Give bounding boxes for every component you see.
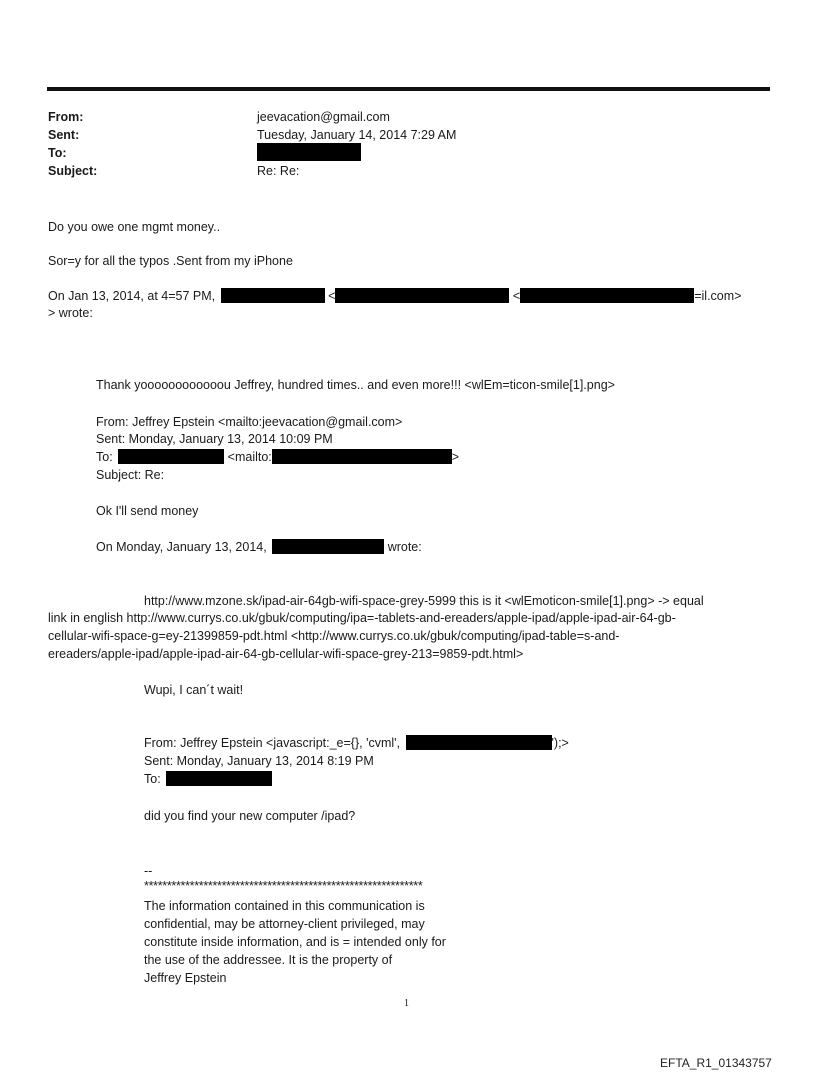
to-label: To: xyxy=(48,146,67,160)
reply2-to-label: To: xyxy=(144,772,161,786)
link-line-1: http://www.mzone.sk/ipad-air-64gb-wifi-space-grey-5999 this is it <wlEmoticon-smile[1].png> -> equal xyxy=(144,594,704,608)
reply1-on-monday xyxy=(96,539,422,555)
redaction xyxy=(166,771,272,786)
quote-intro-lt1: < xyxy=(328,289,336,303)
sig-line-1: The information contained in this communication is xyxy=(144,899,425,913)
reply1-to xyxy=(96,449,459,465)
reply1-to-label: To: xyxy=(96,450,113,464)
document-id: EFTA_R1_01343757 xyxy=(660,1056,772,1070)
reply2-question: did you find your new computer /ipad? xyxy=(144,809,356,823)
reply1-to-mailto: <mailto: xyxy=(227,450,272,464)
redaction xyxy=(335,288,509,303)
reply1-ok: Ok I'll send money xyxy=(96,504,199,518)
reply1-sent: Sent: Monday, January 13, 2014 10:09 PM xyxy=(96,432,333,446)
sig-line-2: confidential, may be attorney-client privileged, may xyxy=(144,917,425,931)
reply2-from-end: ');> xyxy=(551,736,569,750)
sig-line-5: Jeffrey Epstein xyxy=(144,971,227,985)
quote-intro xyxy=(48,288,741,304)
reply1-on-monday-text: On Monday, January 13, 2014, xyxy=(96,540,267,554)
reply1-wrote: wrote: xyxy=(387,540,422,554)
sig-line-3: constitute inside information, and is = intended only for xyxy=(144,935,446,949)
redaction xyxy=(406,735,552,750)
redaction xyxy=(272,539,384,554)
reply1-to-close: > xyxy=(451,450,460,464)
link-line-3: cellular-wifi-space-g=ey-21399859-pdt.html <http://www.currys.co.uk/gbuk/computing/ipad-table=s-and- xyxy=(48,629,620,643)
sent-value: Tuesday, January 14, 2014 7:29 AM xyxy=(257,128,457,142)
sent-label: Sent: xyxy=(48,128,80,142)
reply1-from: From: Jeffrey Epstein <mailto:jeevacation@gmail.com> xyxy=(96,415,403,429)
body-line-2: Sor=y for all the typos .Sent from my iPhone xyxy=(48,254,293,268)
body-line-1: Do you owe one mgmt money.. xyxy=(48,220,221,234)
redaction xyxy=(272,449,452,464)
quote-intro-date: On Jan 13, 2014, at 4=57 PM, xyxy=(48,289,216,303)
reply2-from-text: From: Jeffrey Epstein <javascript:_e={}, 'cvml', xyxy=(144,736,401,750)
link-line-2: link in english http://www.currys.co.uk/gbuk/computing/ipa=-tablets-and-ereaders/apple-ipad/apple-ipad-air-64-gb- xyxy=(48,611,676,625)
subject-label: Subject: xyxy=(48,164,98,178)
to-redaction xyxy=(257,143,361,162)
wupi-line: Wupi, I can´t wait! xyxy=(144,683,244,697)
reply2-sent: Sent: Monday, January 13, 2014 8:19 PM xyxy=(144,754,374,768)
link-line-4: ereaders/apple-ipad/apple-ipad-air-64-gb-cellular-wifi-space-grey-213=9859-pdt.html> xyxy=(48,647,524,661)
thanks-line: Thank yoooooooooooou Jeffrey, hundred times.. and even more!!! <wlEm=ticon-smile[1].png> xyxy=(96,378,615,392)
redaction xyxy=(520,288,694,303)
reply1-subject: Subject: Re: xyxy=(96,468,165,482)
from-label: From: xyxy=(48,110,84,124)
quote-intro-wrote: > wrote: xyxy=(48,306,93,320)
redaction xyxy=(118,449,224,464)
sig-line-4: the use of the addressee. It is the property of xyxy=(144,953,393,967)
reply2-from xyxy=(144,735,569,751)
quote-intro-end: =il.com> xyxy=(694,289,742,303)
sig-dashes: -- xyxy=(144,864,153,878)
sig-stars: ************************************************************* xyxy=(144,879,423,893)
from-value: jeevacation@gmail.com xyxy=(257,110,390,124)
page-number: 1 xyxy=(404,998,409,1009)
redaction xyxy=(221,288,325,303)
subject-value: Re: Re: xyxy=(257,164,300,178)
header-rule xyxy=(47,87,770,91)
quote-intro-lt2: < xyxy=(512,289,521,303)
reply2-to xyxy=(144,771,272,787)
